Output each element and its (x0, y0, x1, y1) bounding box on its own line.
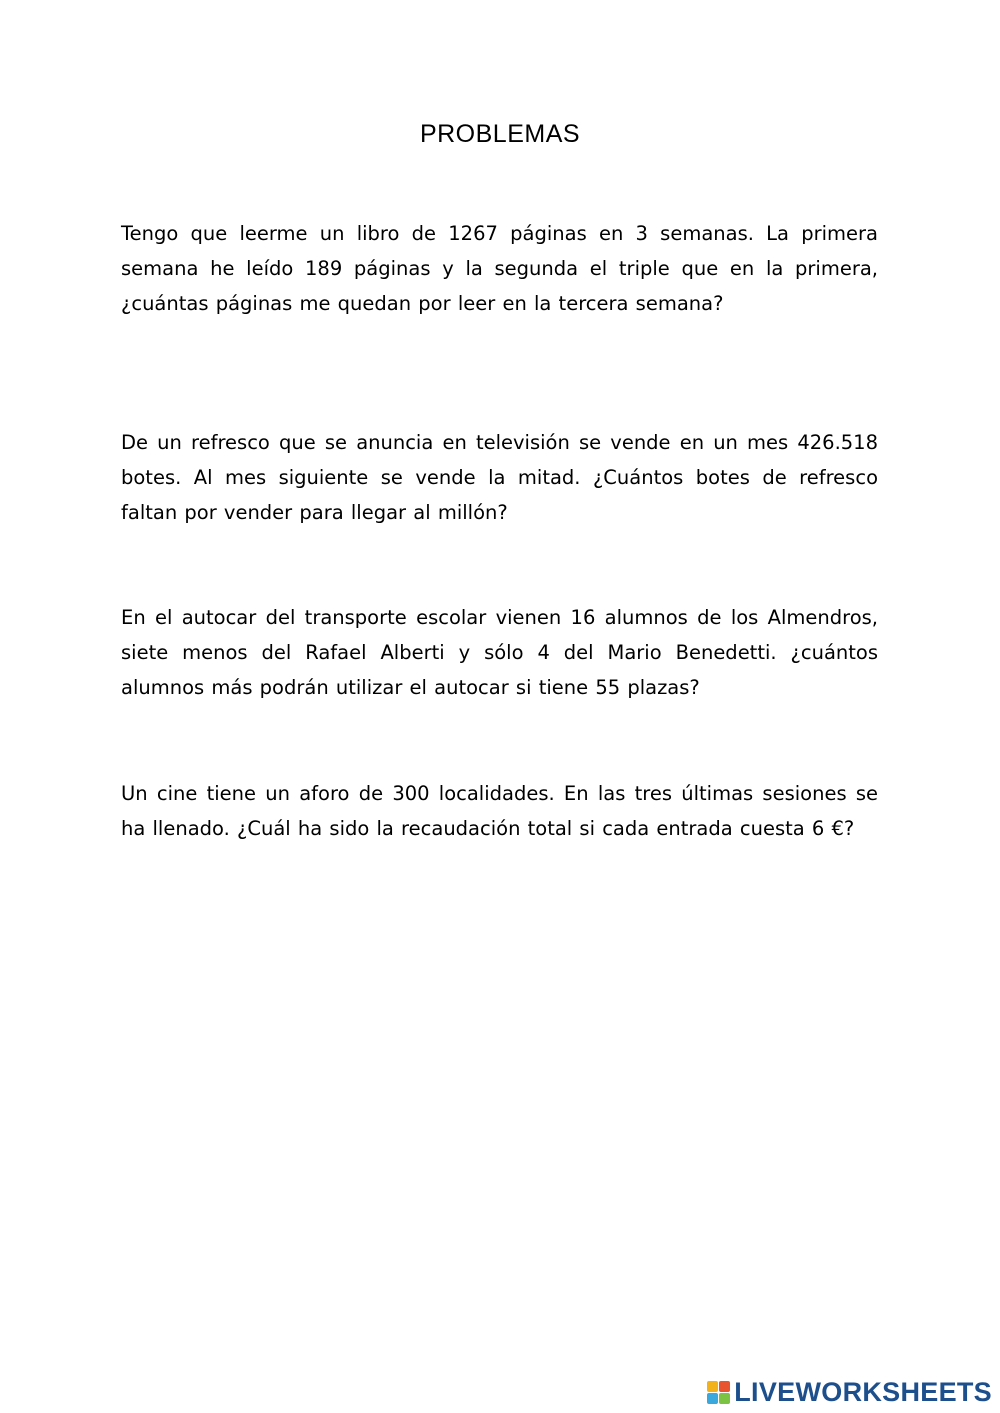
logo-tile (707, 1393, 718, 1404)
page-title: PROBLEMAS (419, 120, 581, 148)
problem-2-text: De un refresco que se anuncia en televisión se vende en un mes 426.518 botes. Al mes siguiente se vende la mitad. ¿Cuántos botes de refresco faltan por vender para llegar al millón? (121, 430, 878, 524)
liveworksheets-logo-icon (707, 1381, 730, 1404)
logo-tile (719, 1393, 730, 1404)
logo-tile (707, 1381, 718, 1392)
problem-1-text: Tengo que leerme un libro de 1267 páginas en 3 semanas. La primera semana he leído 189 páginas y la segunda el triple que en la primera, ¿cuántas páginas me quedan por leer en la tercera semana? (121, 221, 878, 315)
problem-3-text: En el autocar del transporte escolar vienen 16 alumnos de los Almendros, siete menos del Rafael Alberti y sólo 4 del Mario Benedetti. ¿cuántos alumnos más podrán utilizar el autocar si tiene 55 plazas? (121, 605, 878, 699)
problem-4-text: Un cine tiene un aforo de 300 localidades. En las tres últimas sesiones se ha llenado. ¿Cuál ha sido la recaudación total si cada entrada cuesta 6 €? (121, 781, 878, 840)
brand-wordmark: LIVEWORKSHEETS (734, 1377, 992, 1407)
liveworksheets-brand[interactable] (707, 1377, 992, 1407)
logo-tile (719, 1381, 730, 1392)
